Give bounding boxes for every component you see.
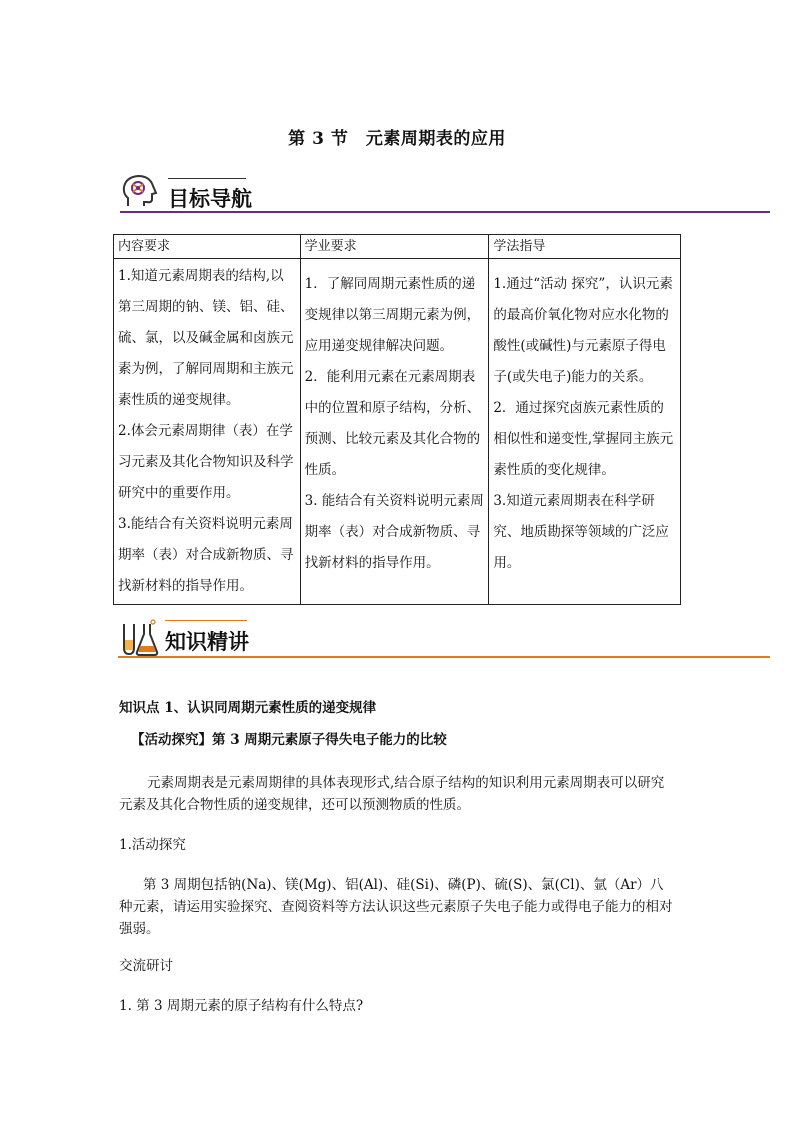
cell-item: 1.通过“活动 探究”，认识元素的最高价氧化物对应水化物的酸性(或碱性)与元素原子得电子(或失电子)能力的关系。 — [493, 276, 673, 385]
cell-content-requirements — [114, 259, 301, 605]
section-label-knowledge: 知识精讲 — [165, 630, 249, 654]
cell-item: 1．了解同周期元素性质的递变规律以第三周期元素为例，应用递变规律解决问题。 — [304, 276, 481, 354]
section-top-line — [165, 620, 247, 621]
header-study-guidance: 学法指导 — [489, 235, 681, 259]
cell-academic-requirements — [300, 259, 489, 605]
table-row — [114, 259, 681, 605]
activity-heading: 【活动探究】第 3 周期元素原子得失电子能力的比较 — [131, 732, 447, 748]
cell-item: 1.知道元素周期表的结构,以第三周期的钠、镁、铝、硅、硫、氯，以及碱金属和卤族元素为例，了解同周期和主族元素性质的递变规律。 — [118, 268, 294, 408]
section-top-line — [168, 178, 246, 179]
intro-paragraph: 元素周期表是元素周期律的具体表现形式,结合原子结构的知识利用元素周期表可以研究元素及其化合物性质的递变规律，还可以预测物质的性质。 — [119, 775, 665, 813]
section-rule-knowledge — [118, 656, 770, 658]
page-title: 第 3 节 元素周期表的应用 — [288, 129, 506, 149]
period3-paragraph: 第 3 周期包括钠(Na)、镁(Mg)、铝(Al)、硅(Si)、磷(P)、硫(S)、氯(Cl)、氩（Ar）八种元素，请运用实验探究、查阅资料等方法认识这些元素原子失电子能力或得电子能力的相对强弱。 — [119, 877, 673, 937]
section-rule-goals — [120, 211, 770, 213]
cell-item: 2．能利用元素在元素周期表中的位置和原子结构，分析、预测、比较元素及其化合物的性质。 — [304, 369, 481, 478]
question-1: 1. 第 3 周期元素的原子结构有什么特点? — [119, 998, 364, 1014]
table-header-row — [114, 235, 681, 259]
header-academic-requirements: 学业要求 — [300, 235, 489, 259]
subheading-discussion: 交流研讨 — [119, 958, 173, 974]
header-content-requirements: 内容要求 — [114, 235, 301, 259]
cell-item: 2．通过探究卤族元素性质的相似性和递变性,掌握同主族元素性质的变化规律。 — [493, 400, 674, 478]
cell-item: 3.能结合有关资料说明元素周期率（表）对合成新物质、寻找新材料的指导作用。 — [118, 516, 294, 594]
cell-item: 2.体会元素周期律（表）在学习元素及其化合物知识及科学研究中的重要作用。 — [118, 423, 294, 501]
requirements-table — [113, 234, 681, 605]
head-brain-icon — [120, 172, 160, 212]
cell-item: 3. 能结合有关资料说明元素周期率（表）对合成新物质、寻找新材料的指导作用。 — [304, 493, 484, 571]
subheading-activity: 1.活动探究 — [119, 837, 186, 853]
cell-study-guidance — [489, 259, 681, 605]
cell-item: 3.知道元素周期表在科学研究、地质勘探等领域的广泛应用。 — [493, 493, 669, 571]
knowledge-point-heading: 知识点 1、认识同周期元素性质的递变规律 — [119, 700, 377, 716]
section-label-goals: 目标导航 — [168, 187, 252, 211]
lab-flask-icon — [118, 618, 160, 658]
